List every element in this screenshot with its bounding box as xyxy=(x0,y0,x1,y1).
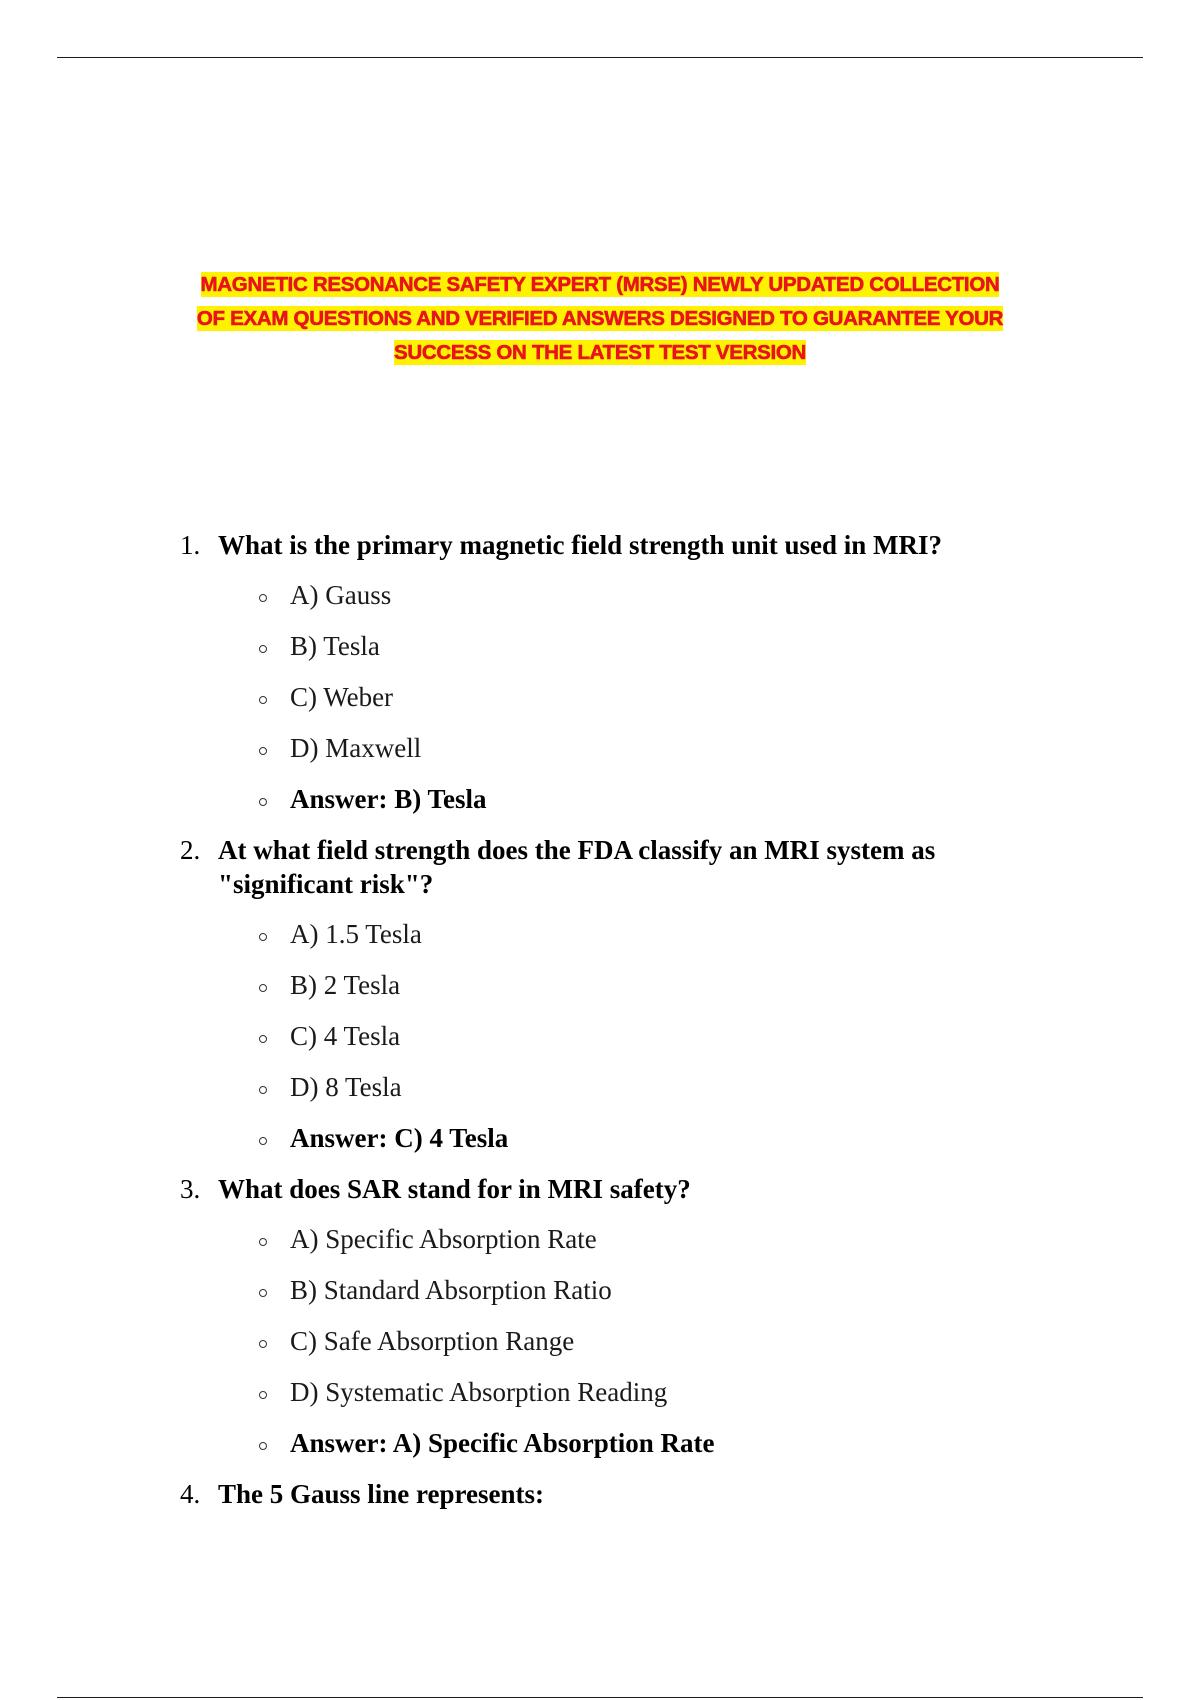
option-d xyxy=(180,1375,1000,1426)
option-list xyxy=(180,578,1000,833)
answer-text: Answer: A) Specific Absorption Rate xyxy=(290,1428,715,1458)
circle-bullet-icon xyxy=(259,1137,267,1145)
circle-bullet-icon xyxy=(259,645,267,653)
question-4 xyxy=(180,1477,1000,1511)
option-text: C) Weber xyxy=(290,682,394,712)
circle-bullet-icon xyxy=(259,1086,267,1094)
circle-bullet-icon xyxy=(259,1442,267,1450)
top-rule xyxy=(57,57,1143,58)
option-b xyxy=(180,629,1000,680)
option-c xyxy=(180,1324,1000,1375)
circle-bullet-icon xyxy=(259,1289,267,1297)
question-3 xyxy=(180,1172,1000,1477)
question-text: What does SAR stand for in MRI safety? xyxy=(218,1174,691,1204)
option-text: C) 4 Tesla xyxy=(290,1021,401,1051)
circle-bullet-icon xyxy=(259,1391,267,1399)
answer-text: Answer: C) 4 Tesla xyxy=(290,1123,509,1153)
answer-text: Answer: B) Tesla xyxy=(290,784,487,814)
circle-bullet-icon xyxy=(259,798,267,806)
circle-bullet-icon xyxy=(259,1340,267,1348)
option-text: A) 1.5 Tesla xyxy=(290,919,422,949)
circle-bullet-icon xyxy=(259,594,267,602)
bottom-rule xyxy=(57,1697,1143,1698)
circle-bullet-icon xyxy=(259,984,267,992)
question-text: The 5 Gauss line represents: xyxy=(218,1479,545,1509)
option-list xyxy=(180,1222,1000,1477)
option-text: D) Systematic Absorption Reading xyxy=(290,1377,668,1407)
question-number: 3. xyxy=(180,1174,201,1204)
answer xyxy=(180,1121,1000,1172)
question-number: 1. xyxy=(180,530,201,560)
circle-bullet-icon xyxy=(259,1238,267,1246)
option-text: C) Safe Absorption Range xyxy=(290,1326,575,1356)
title-line-3: SUCCESS ON THE LATEST TEST VERSION xyxy=(394,341,806,364)
circle-bullet-icon xyxy=(259,933,267,941)
circle-bullet-icon xyxy=(259,747,267,755)
option-text: A) Specific Absorption Rate xyxy=(290,1224,597,1254)
question-1 xyxy=(180,528,1000,833)
answer xyxy=(180,782,1000,833)
option-a xyxy=(180,917,1000,968)
question-2 xyxy=(180,833,1000,1172)
option-text: A) Gauss xyxy=(290,580,392,610)
option-d xyxy=(180,731,1000,782)
question-text-line-1: At what field strength does the FDA classify an MRI system as xyxy=(218,835,936,865)
question-text-line-2: "significant risk"? xyxy=(218,869,434,899)
answer xyxy=(180,1426,1000,1477)
option-a xyxy=(180,1222,1000,1273)
option-text: B) Tesla xyxy=(290,631,380,661)
circle-bullet-icon xyxy=(259,1035,267,1043)
question-number: 2. xyxy=(180,835,201,865)
option-b xyxy=(180,968,1000,1019)
title-line-1: MAGNETIC RESONANCE SAFETY EXPERT (MRSE) NEWLY UPDATED COLLECTION xyxy=(200,273,1000,296)
option-text: B) Standard Absorption Ratio xyxy=(290,1275,612,1305)
option-text: B) 2 Tesla xyxy=(290,970,401,1000)
option-a xyxy=(180,578,1000,629)
question-list xyxy=(180,528,1000,1511)
option-text: D) Maxwell xyxy=(290,733,422,763)
title-line-2: OF EXAM QUESTIONS AND VERIFIED ANSWERS DESIGNED TO GUARANTEE YOUR xyxy=(196,307,1004,330)
question-number: 4. xyxy=(180,1479,201,1509)
option-b xyxy=(180,1273,1000,1324)
option-c xyxy=(180,680,1000,731)
option-list xyxy=(180,917,1000,1172)
question-text xyxy=(218,833,1000,901)
option-c xyxy=(180,1019,1000,1070)
option-text: D) 8 Tesla xyxy=(290,1072,402,1102)
question-text: What is the primary magnetic field strength unit used in MRI? xyxy=(218,530,943,560)
circle-bullet-icon xyxy=(259,696,267,704)
option-d xyxy=(180,1070,1000,1121)
document-title xyxy=(140,268,1060,370)
